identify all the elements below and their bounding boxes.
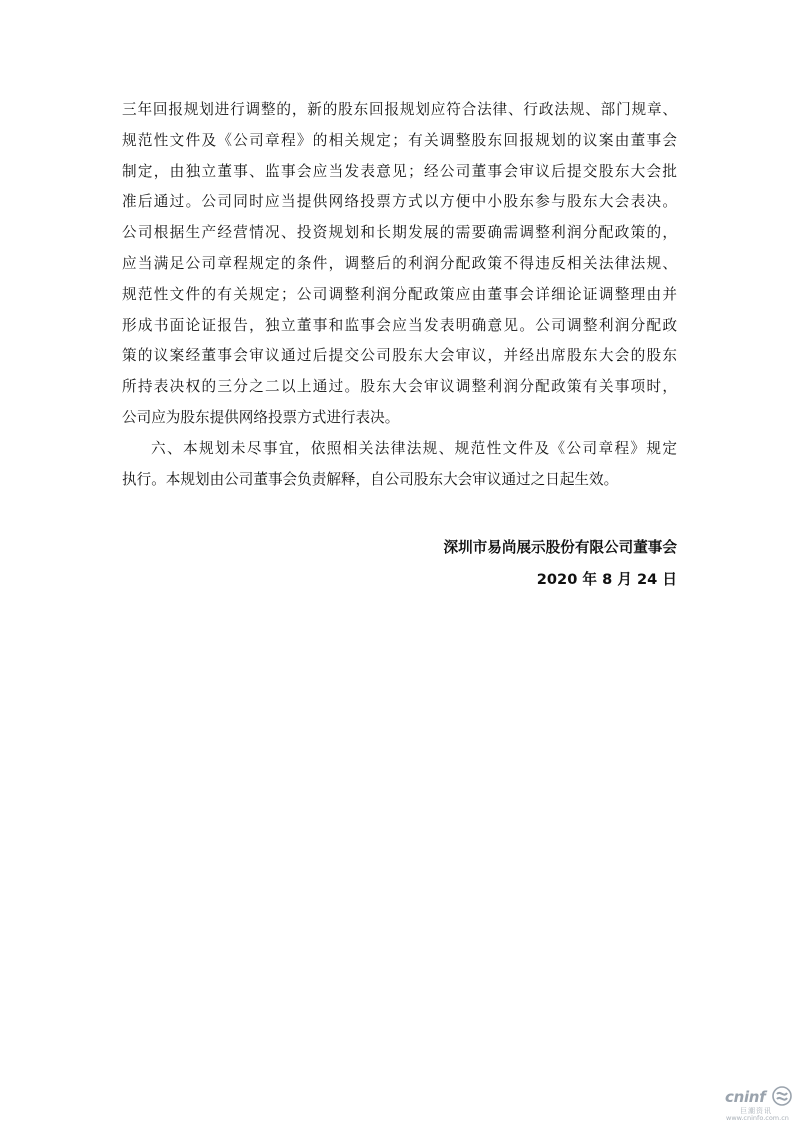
cninfo-watermark: [718, 1086, 794, 1123]
watermark-url: www.cninfo.com.cn: [726, 1114, 789, 1122]
text-line: 六、本规划未尽事宜，依照相关法律法规、规范性文件及《公司章程》规定: [151, 439, 677, 457]
text-line: 公司应为股东提供网络投票方式进行表决。: [122, 408, 400, 426]
text-line: 规范性文件的有关规定；公司调整利润分配政策应由董事会详细论证调整理由并: [122, 285, 677, 303]
text-line: 形成书面论证报告，独立董事和监事会应当发表明确意见。公司调整利润分配政: [122, 316, 677, 334]
text-line: 执行。本规划由公司董事会负责解释，自公司股东大会审议通过之日起生效。: [122, 470, 619, 488]
text-line: 策的议案经董事会审议通过后提交公司股东大会审议，并经出席股东大会的股东: [122, 347, 677, 365]
text-line: 三年回报规划进行调整的，新的股东回报规划应符合法律、行政法规、部门规章、: [122, 101, 677, 118]
text-line: 制定，由独立董事、监事会应当发表意见；经公司董事会审议后提交股东大会批: [122, 162, 677, 180]
text-line: 所持表决权的三分之二以上通过。股东大会审议调整利润分配政策有关事项时，: [122, 378, 677, 396]
text-line: 应当满足公司章程规定的条件，调整后的利润分配政策不得违反相关法律法规、: [122, 254, 677, 272]
watermark-brand: cninf: [725, 1088, 766, 1106]
text-line: 公司根据生产经营情况、投资规划和长期发展的需要确需调整利润分配政策的，: [122, 224, 677, 242]
document-body: [122, 95, 677, 495]
text-line: 准后通过。公司同时应当提供网络投票方式以方便中小股东参与股东大会表决。: [122, 193, 677, 211]
signature-date: 2020 年 8 月 24 日: [536, 571, 677, 588]
cninfo-logo-icon: [772, 1086, 792, 1106]
signature-organization: 深圳市易尚展示股份有限公司董事会: [443, 539, 677, 556]
text-line: 规范性文件及《公司章程》的相关规定；有关调整股东回报规划的议案由董事会: [122, 131, 677, 149]
watermark-brand-cn: 巨潮资讯: [740, 1107, 772, 1115]
